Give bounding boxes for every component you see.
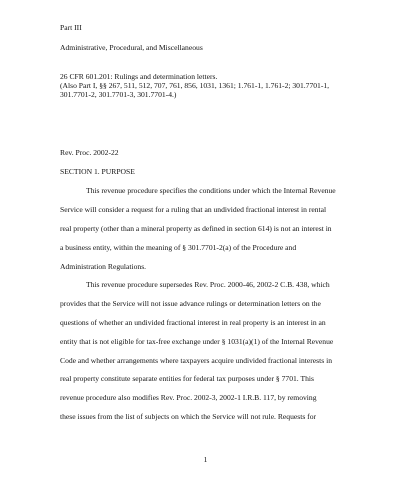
- paragraph-line: provides that the Service will not issue advance rulings or determination letters on the: [60, 298, 321, 308]
- part-heading: Part III: [60, 23, 82, 32]
- paragraph-purpose: [60, 187, 360, 281]
- rev-proc-number: Rev. Proc. 2002-22: [60, 148, 119, 157]
- citation-line-3: 301.7701-2, 301.7701-3, 301.7701-4.): [60, 90, 177, 99]
- paragraph-line: real property (other than a mineral property as defined in section 614) is not an interest in: [60, 223, 332, 233]
- paragraph-line: these issues from the list of subjects on which the Service will not rule. Requests for: [60, 412, 317, 422]
- paragraph-line: revenue procedure also modifies Rev. Proc. 2002-3, 2002-1 I.R.B. 117, by removing: [60, 393, 317, 403]
- paragraph-line: entity that is not eligible for tax-free exchange under § 1031(a)(1) of the Internal Revenue: [60, 336, 334, 346]
- paragraph-line: a business entity, within the meaning of § 301.7701-2(a) of the Procedure and: [60, 242, 297, 252]
- paragraph-line: Administration Regulations.: [60, 261, 147, 271]
- part-subtitle: Administrative, Procedural, and Miscellaneous: [60, 43, 203, 52]
- page-number: 1: [203, 455, 208, 464]
- paragraph-line: real property constitute separate entities for federal tax purposes under § 7701. This: [60, 374, 314, 384]
- citation-line-1: 26 CFR 601.201: Rulings and determination letters.: [60, 72, 218, 81]
- paragraph-line: This revenue procedure specifies the conditions under which the Internal Revenue: [86, 186, 336, 195]
- paragraph-line: questions of whether an undivided fractional interest in real property is an interest in an: [60, 317, 326, 327]
- paragraph-line: Code and whether arrangements where taxpayers acquire undivided fractional interests in: [60, 355, 333, 365]
- paragraph-line: Service will consider a request for a ruling that an undivided fractional interest in rental: [60, 204, 327, 214]
- paragraph-line: This revenue procedure supersedes Rev. Proc. 2000-46, 2002-2 C.B. 438, which: [86, 280, 330, 289]
- paragraph-supersedes: [60, 281, 360, 432]
- section-heading: SECTION 1. PURPOSE: [60, 167, 135, 176]
- citation-line-2: (Also Part I, §§ 267, 511, 512, 707, 761, 856, 1031, 1361; 1.761-1, 1.761-2; 301.7701-1,: [60, 81, 330, 90]
